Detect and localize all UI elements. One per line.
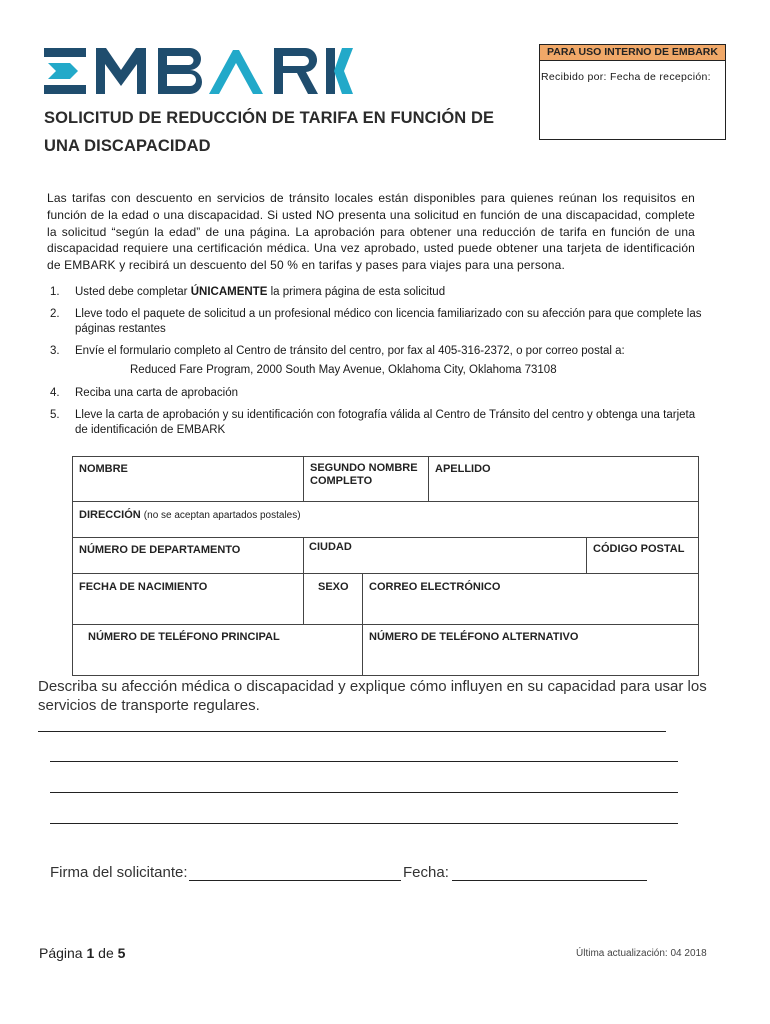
answer-line-2[interactable] bbox=[50, 761, 678, 762]
step-number: 4. bbox=[50, 387, 60, 399]
date-line[interactable] bbox=[452, 880, 647, 881]
signature-label: Firma del solicitante: bbox=[50, 864, 188, 881]
step-item-4 bbox=[50, 386, 710, 402]
received-by-label: Recibido por: Fecha de recepción: bbox=[541, 71, 711, 83]
email-field[interactable] bbox=[362, 573, 699, 625]
sex-label: SEXO bbox=[318, 581, 349, 593]
last-updated: Última actualización: 04 2018 bbox=[576, 948, 707, 959]
step-item-5 bbox=[50, 408, 710, 440]
answer-line-4[interactable] bbox=[50, 823, 678, 824]
step-text: Lleve todo el paquete de solicitud a un profesional médico con licencia familiarizado con su afección para que complete las páginas restantes bbox=[75, 308, 702, 335]
last-name-label: APELLIDO bbox=[435, 463, 491, 475]
zip-code-field[interactable] bbox=[586, 537, 699, 574]
email-label: CORREO ELECTRÓNICO bbox=[369, 581, 501, 593]
intro-paragraph: Las tarifas con descuento en servicios de tránsito locales están disponibles para quienes reúnan los requisitos en función de la edad o una discapacidad. Si usted NO presenta una solicitud en función de una discapacidad, complete la solicitud “según la edad” de una página. La aprobación para obtener una reducción de tarifa en función de una discapacidad requiere una certificación médica. Una vez aprobado, usted puede obtener una tarjeta de identificación de EMBARK y recibirá un descuento del 50 % en tarifas y pases para viajes para una persona. bbox=[47, 191, 695, 273]
mailing-address: Reduced Fare Program, 2000 South May Avenue, Oklahoma City, Oklahoma 73108 bbox=[130, 364, 557, 376]
address-field[interactable] bbox=[72, 501, 699, 538]
step-number: 3. bbox=[50, 345, 60, 357]
step-number: 2. bbox=[50, 308, 60, 320]
step-emphasis: ÚNICAMENTE bbox=[190, 286, 268, 298]
step-text: Lleve la carta de aprobación y su identificación con fotografía válida al Centro de Tránsito del centro y obtenga una tarjeta de identificación de EMBARK bbox=[75, 409, 696, 436]
apartment-number-field[interactable] bbox=[72, 537, 304, 574]
apartment-number-label: NÚMERO DE DEPARTAMENTO bbox=[79, 544, 241, 556]
birth-date-label: FECHA DE NACIMIENTO bbox=[79, 581, 208, 593]
total-pages: 5 bbox=[117, 945, 126, 961]
step-item-3 bbox=[50, 344, 710, 360]
first-name-label: NOMBRE bbox=[79, 463, 128, 475]
primary-phone-field[interactable] bbox=[72, 624, 363, 676]
step-text: Reciba una carta de aprobación bbox=[75, 387, 239, 399]
primary-phone-label: NÚMERO DE TELÉFONO PRINCIPAL bbox=[88, 631, 280, 643]
date-label: Fecha: bbox=[403, 864, 449, 881]
form-title-line-1: SOLICITUD DE REDUCCIÓN DE TARIFA EN FUNCIÓN DE bbox=[44, 109, 495, 127]
step-number: 1. bbox=[50, 286, 60, 298]
internal-use-box bbox=[539, 44, 726, 140]
page-word: Página bbox=[39, 945, 83, 961]
step-item-1 bbox=[50, 285, 710, 301]
step-text: la primera página de esta solicitud bbox=[267, 286, 446, 298]
city-field[interactable] bbox=[303, 537, 587, 574]
answer-line-1[interactable] bbox=[38, 731, 666, 732]
sex-field[interactable] bbox=[303, 573, 363, 625]
middle-name-label: SEGUNDO NOMBRE COMPLETO bbox=[310, 462, 418, 487]
current-page: 1 bbox=[86, 945, 95, 961]
alternate-phone-label: NÚMERO DE TELÉFONO ALTERNATIVO bbox=[369, 631, 579, 643]
step-text: Usted debe completar bbox=[75, 286, 191, 298]
step-text: Envíe el formulario completo al Centro de tránsito del centro, por fax al 405-316-2372, o por correo postal a: bbox=[75, 345, 625, 357]
form-title-line-2: UNA DISCAPACIDAD bbox=[44, 137, 211, 155]
step-number: 5. bbox=[50, 409, 60, 421]
first-name-field[interactable] bbox=[72, 456, 304, 502]
signature-line[interactable] bbox=[189, 880, 401, 881]
condition-description-question: Describa su afección médica o discapacidad y explique cómo influyen en su capacidad para usar los servicios de transporte regulares. bbox=[38, 678, 707, 714]
page-number bbox=[39, 945, 125, 961]
last-name-field[interactable] bbox=[428, 456, 699, 502]
internal-use-title: PARA USO INTERNO DE EMBARK bbox=[540, 45, 725, 61]
address-note: (no se aceptan apartados postales) bbox=[143, 510, 301, 521]
of-word: de bbox=[98, 945, 114, 961]
alternate-phone-field[interactable] bbox=[362, 624, 699, 676]
birth-date-field[interactable] bbox=[72, 573, 304, 625]
step-item-2 bbox=[50, 307, 710, 339]
form-title bbox=[44, 104, 544, 160]
zip-code-label: CÓDIGO POSTAL bbox=[593, 543, 685, 555]
city-label: CIUDAD bbox=[309, 541, 352, 553]
address-label: DIRECCIÓN bbox=[79, 509, 141, 521]
answer-line-3[interactable] bbox=[50, 792, 678, 793]
middle-name-field[interactable] bbox=[303, 456, 429, 502]
embark-logo bbox=[44, 46, 354, 96]
